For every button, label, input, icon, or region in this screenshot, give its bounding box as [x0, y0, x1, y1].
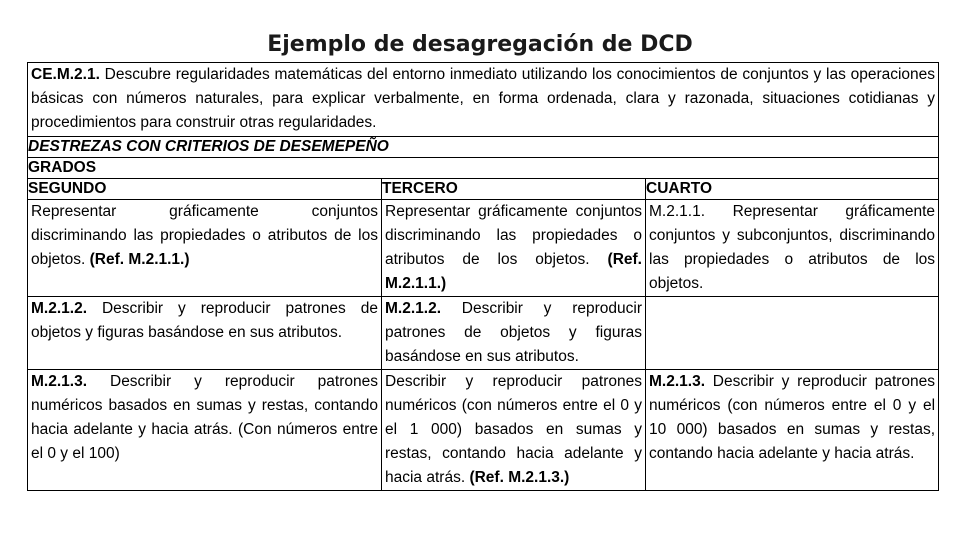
table-cell [646, 370, 939, 491]
criterion-cell [28, 63, 939, 137]
grades-header: GRADOS [28, 158, 939, 179]
column-header-segundo: SEGUNDO [28, 179, 382, 200]
page-title: Ejemplo de desagregación de DCD [267, 32, 693, 57]
skill-text: Representar gráficamente conjuntos discriminando las propiedades o atributos de los objetos. [31, 203, 378, 268]
grades-header-row [28, 158, 939, 179]
skill-code: M.2.1.3. [31, 373, 87, 390]
skill-code: M.2.1.2. [385, 300, 441, 317]
skill-ref: (Ref. M.2.1.3.) [469, 469, 570, 486]
table-row [28, 200, 939, 297]
skill-text: Describir y reproducir patrones numéricos basados en sumas y restas, contando hacia adelante y hacia atrás. (Con números entre el 0 y el 100) [31, 373, 378, 462]
table-row [28, 297, 939, 370]
column-header-tercero: TERCERO [382, 179, 646, 200]
criterion-text: Descubre regularidades matemáticas del entorno inmediato utilizando los conocimientos de conjuntos y las operaciones básicas con números naturales, para explicar verbalmente, en forma ordenada, clara y razonada, situaciones cotidianas y procedimientos para construir otras regularidades. [31, 66, 936, 131]
table-cell-empty [646, 297, 939, 370]
skill-code: M.2.1.2. [31, 300, 87, 317]
table-cell [382, 200, 646, 297]
skill-text: Describir y reproducir patrones de objetos y figuras basándose en sus atributos. [31, 300, 378, 341]
dcd-table [27, 62, 939, 491]
table-cell [28, 370, 382, 491]
table-cell [382, 370, 646, 491]
section-header: DESTREZAS CON CRITERIOS DE DESEMEPEÑO [28, 137, 939, 158]
table-cell [28, 297, 382, 370]
criterion-row [28, 63, 939, 137]
skill-ref: (Ref. M.2.1.1.) [385, 251, 642, 292]
skill-text: Describir y reproducir patrones numéricos (con números entre el 0 y el 1 000) basados en sumas y restas, contando hacia adelante y hacia atrás. [385, 373, 642, 486]
table-row [28, 370, 939, 491]
skill-code: M.2.1.3. [649, 373, 705, 390]
skill-ref: (Ref. M.2.1.1.) [89, 251, 190, 268]
table-cell [382, 297, 646, 370]
column-header-cuarto: CUARTO [646, 179, 939, 200]
table-cell [28, 200, 382, 297]
table-cell [646, 200, 939, 297]
skill-text: Describir y reproducir patrones de objetos y figuras basándose en sus atributos. [385, 300, 642, 365]
skill-text: Describir y reproducir patrones numéricos (con números entre el 0 y el 10 000) basados en sumas y restas, contando hacia adelante y hacia atrás. [649, 373, 936, 462]
criterion-code: CE.M.2.1. [31, 66, 100, 83]
skill-text: Representar gráficamente conjuntos discriminando las propiedades o atributos de los objetos. [385, 203, 642, 268]
column-header-row [28, 179, 939, 200]
section-header-row [28, 137, 939, 158]
skill-text: M.2.1.1. Representar gráficamente conjuntos y subconjuntos, discriminando las propiedades o atributos de los objetos. [649, 203, 936, 292]
